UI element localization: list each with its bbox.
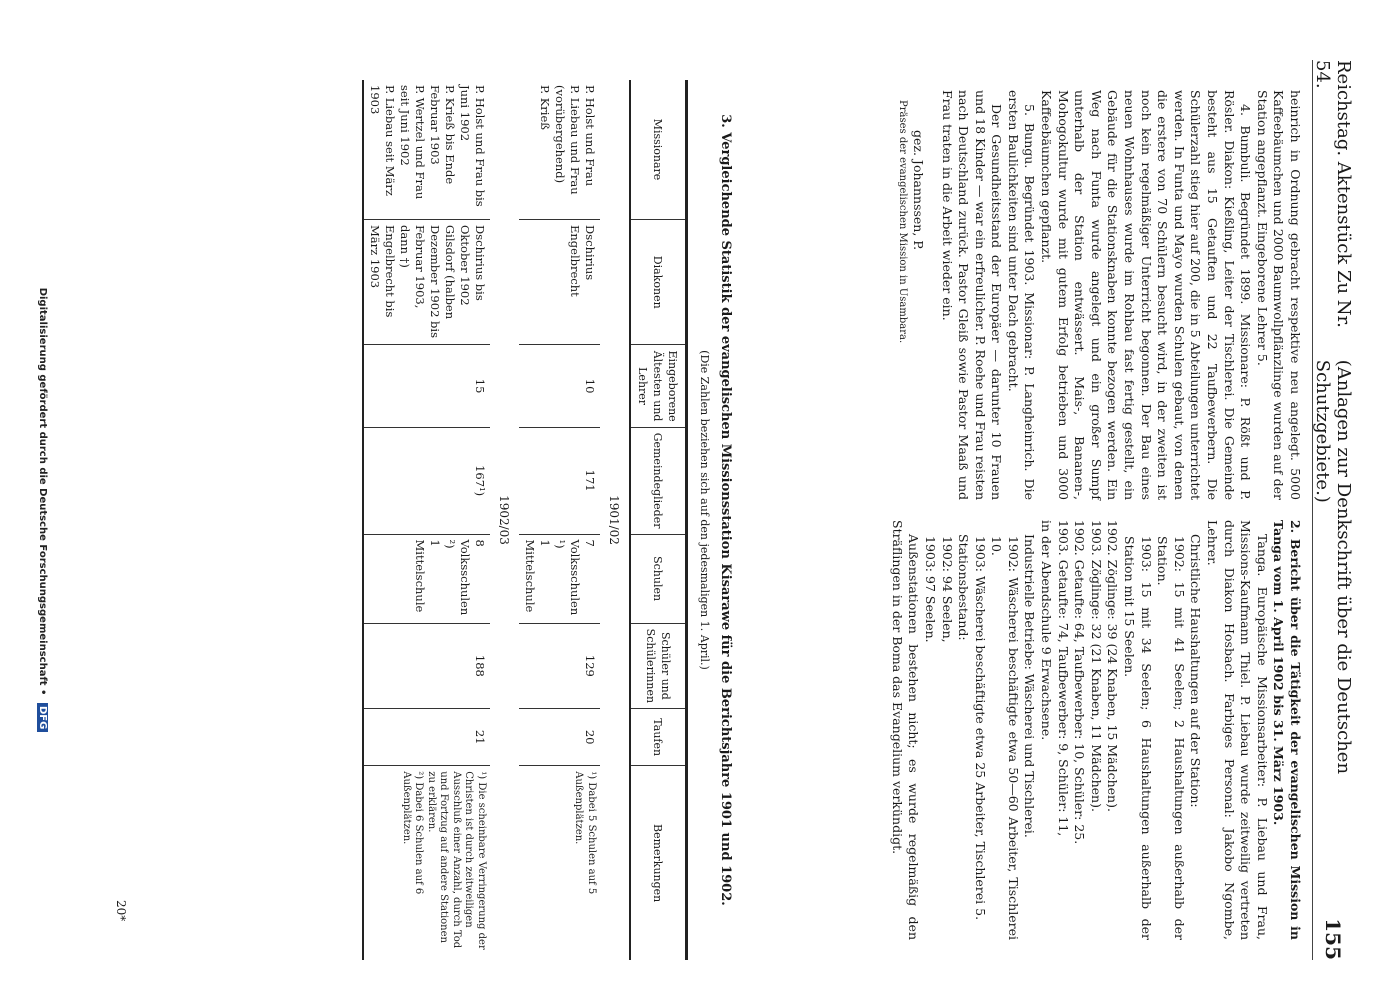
table-header-row [630, 80, 687, 960]
paragraph-tanga: Tanga. Europäische Missionsarbeiter: P. Liebau und Frau, Missions-Kaufmann Thiel. P. Liebau wurde zeitweilig vertreten durch Diakon Hosbach. Farbiges Personal: Jakobo Ngombe, Lehrer. [1205, 520, 1270, 940]
bestand-list [921, 536, 954, 940]
left-column [896, 90, 1303, 500]
list-item: 1903. Zöglinge: 32 (21 Knaben, 11 Mädchen). [1088, 520, 1104, 812]
cell-schulen: 7 Volksschulen ¹) 1 Mittelschule [519, 534, 600, 623]
year-label: 1901/02 [607, 495, 621, 545]
cell-bemerkungen: ¹) Die scheinbare Verringerung der Christen ist durch zeitweiligen Ausschluß einer Anzahl, durch Tod und Fortzug auf andere Stationen zu erklären. ²) Dabei 6 Schulen auf 6 Außenplätzen. [363, 766, 490, 960]
column-header: Gemeindeglieder [630, 427, 687, 534]
cell-taufen: 20 [519, 709, 600, 766]
header-left: Reichstag. Aktenstück Zu Nr. 54. [1312, 60, 1354, 328]
cell-diakonen: Dschirius bis Oktober 1902 Gilsdorf (halben Dezember 1902 bis Februar 1903, dann †) Engelbrecht bis März 1903 [363, 220, 490, 345]
right-column [888, 520, 1303, 940]
signature: gez. Johannssen, P. [910, 130, 926, 251]
header-center: (Anlagen zur Denkschrift über die Deutschen Schutzgebiete.) [1312, 359, 1354, 775]
year-row [600, 80, 630, 960]
list-item: 1903: 15 mit 34 Seelen; 6 Haushaltungen außerhalb der Station mit 15 Seelen. [1122, 536, 1154, 940]
paragraph-industry: Industrielle Betriebe: Wäscherei und Tischlerei. [1022, 534, 1038, 838]
section2-title: 2. Bericht über die Tätigkeit der evangelischen Mission in Tanga vom 1. April 1902 bis 31. März 1903. [1271, 520, 1303, 940]
column-header: Schüler und Schülerinnen [630, 623, 687, 708]
households-list [1120, 536, 1186, 940]
cell-schueler: 188 [363, 623, 490, 708]
section3-subtitle: (Die Zahlen beziehen sich auf den jedesmaligen 1. April.) [698, 350, 711, 670]
cell-diakonen: Dschirius Engelbrecht [519, 220, 600, 345]
paragraph-bumbuli: 4. Bumbuli. Begründet 1899. Missionare: P. Rößt und P. Rösler. Diakon: Kießling, Leiter der Tischlerei. Die Gemeinde besteht aus 15 Getauften und 22 Taufbewerbern. Die Schülerzahl stieg hier auf 200, die in 5 Abteilungen unterrichtet werden. In Funta und Mayo wurden Schulen gebaut, von denen die erstere von 70 Schülern besucht wird, in der zweiten ist noch kein regelmäßiger Unterricht begonnen. Der Bau eines neuen Wohnhauses wurde im Rohbau fast fertig gestellt, ein Gebäude für die Stationsknaben konnte bezogen werden. Ein Weg nach Funta wurde angelegt und ein großer Sumpf unterhalb der Station entwässert. Mais-, Bananen-, Mohogokultur wurde mit gutem Erfolg betrieben und 3000 Kaffeebäumchen gepflanzt. [1039, 90, 1254, 500]
cell-gemeinde: 171 [519, 427, 600, 534]
list-item: 1902: 15 mit 41 Seelen; 2 Haushaltungen außerhalb der Station. [1155, 536, 1187, 940]
year-label: 1902/03 [497, 495, 511, 545]
column-header: Schulen [630, 534, 687, 623]
cell-taufen: 21 [363, 709, 490, 766]
table-row [519, 80, 600, 960]
table-row [363, 80, 490, 960]
digitization-text: Digitalisierung gefördert durch die Deutsche Forschungsgemeinschaft • [37, 287, 48, 696]
column-header: Eingeborene Ältesten und Lehrer [630, 345, 687, 427]
signature-caption: Präses der evangelischen Mission in Usambara. [897, 100, 909, 344]
list-item: 1903: Wäscherei beschäftigte etwa 25 Arbeiter, Tischlerei 5. [972, 536, 988, 921]
cell-missionare: P. Holst und Frau P. Liebau und Frau (vorübergehend) P. Krieß [519, 80, 600, 220]
column-header: Bemerkungen [630, 766, 687, 960]
section3-title: 3. Vergleichende Statistik der evangelischen Missionsstation Kisarawe für die Berichtsjahre 1901 und 1902. [718, 114, 733, 906]
paragraph-health: Der Gesundheitsstand der Europäer — darunter 10 Frauen und 18 Kinder — war ein erfreulicher. P. Roehe und Frau reisten nach Deutschland zurück. Pastor Gleiß sowie Pastor Maaß und Frau traten in die Arbeit wieder ein. [939, 90, 1005, 500]
list-item: 1903: 97 Seelen. [922, 536, 938, 643]
list-item: 1902. Zöglinge: 39 (24 Knaben, 15 Mädchen). [1105, 520, 1121, 812]
digitization-note [37, 40, 48, 980]
cell-missionare: P. Holst und Frau bis Juni 1902 P. Krieß bis Ende Februar 1903 P. Wertzel und Frau seit Juni 1902 P. Liebau seit März 1903 [363, 80, 490, 220]
page-number: 155 [1321, 918, 1345, 960]
pupils-list [1038, 520, 1121, 940]
cell-lehrer: 15 [363, 345, 490, 427]
paragraph-stationsbestand: Stationsbestand: [956, 534, 972, 641]
list-item: 1903. Getaufte: 74, Taufbewerber: 9, Schüler: 11, [1055, 520, 1071, 837]
paragraph-bungu: 5. Bungu. Begründet 1903. Missionar: P. Langheinrich. Die ersten Baulichkeiten sind unter Dach gebracht. [1005, 90, 1038, 500]
list-item: in der Abendschule 9 Erwachsene. [1039, 520, 1055, 741]
list-item: 1902: Wäscherei beschäftigte etwa 50—60 Arbeiter, Tischlerei 10. [989, 536, 1021, 940]
dfg-logo: DFG [37, 703, 48, 732]
page-mark: 20* [114, 900, 128, 922]
industry-list [971, 536, 1021, 940]
page-header [1312, 60, 1353, 960]
cell-bemerkungen: ¹) Dabei 5 Schulen auf 5 Außenplätzen. [573, 771, 597, 895]
statistics-table [362, 80, 688, 960]
cell-gemeinde: 167¹) [363, 427, 490, 534]
paragraph: heinrich in Ordnung gebracht respektive neu angelegt. 5000 Kaffeebäumchen und 2000 Baumwollpflänzlinge wurden auf der Station angepflanzt. Eingeborene Lehrer 5. [1254, 90, 1303, 500]
column-header: Diakonen [630, 220, 687, 345]
cell-lehrer: 10 [519, 345, 600, 427]
year-row [490, 80, 519, 960]
paragraph-outstations: Außenstationen bestehen nicht; es wurde regelmäßig den Sträflingen in der Boma das Evangelium verkündigt. [889, 520, 922, 940]
list-item: 1902: 94 Seelen, [939, 536, 955, 643]
cell-schueler: 129 [519, 623, 600, 708]
paragraph-households: Christliche Haushaltungen auf der Station: [1188, 534, 1204, 808]
list-item: 1902. Getaufte: 64, Taufbewerber: 10, Schüler: 25. [1072, 520, 1088, 845]
cell-schulen: 8 Volksschulen ²) 1 Mittelschule [363, 534, 490, 623]
column-header: Missionare [630, 80, 687, 220]
column-header: Taufen [630, 709, 687, 766]
